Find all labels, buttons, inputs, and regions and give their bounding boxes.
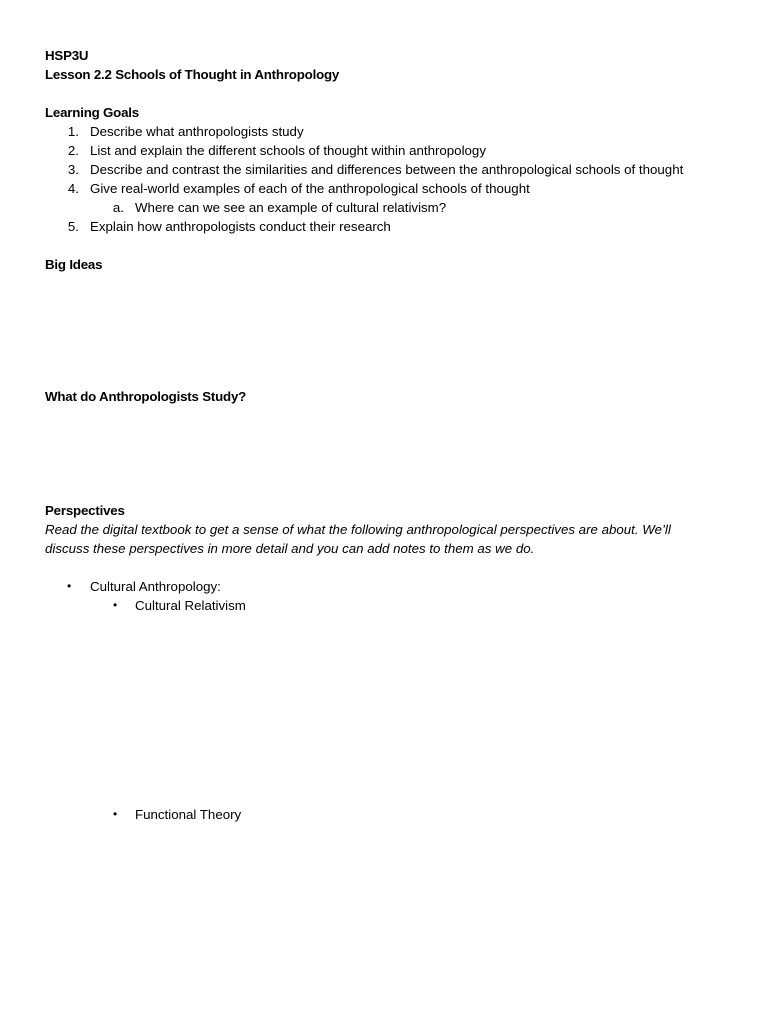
list-marker: 2. xyxy=(67,143,79,158)
course-code: HSP3U xyxy=(45,48,89,63)
big-ideas-heading: Big Ideas xyxy=(45,257,103,272)
list-marker: 3. xyxy=(67,162,79,177)
bullet-text: Cultural Anthropology: xyxy=(90,579,221,594)
list-marker: 4. xyxy=(67,181,79,196)
list-item-text: Describe and contrast the similarities and differences between the anthropological schools of thought xyxy=(90,162,684,177)
list-marker: 5. xyxy=(67,219,79,234)
perspectives-intro-line-1: Read the digital textbook to get a sense of what the following anthropological perspectives are about. We’ll xyxy=(45,522,671,537)
list-marker: 1. xyxy=(67,124,79,139)
perspectives-intro-line-2: discuss these perspectives in more detail and you can add notes to them as we do. xyxy=(45,541,535,556)
bullet-icon: • xyxy=(113,807,118,821)
learning-goals-heading: Learning Goals xyxy=(45,105,139,120)
bullet-icon: • xyxy=(113,598,118,612)
list-item-text: Explain how anthropologists conduct their research xyxy=(90,219,391,234)
list-item-text: Describe what anthropologists study xyxy=(90,124,304,139)
lesson-title: Lesson 2.2 Schools of Thought in Anthropology xyxy=(45,67,340,82)
bullet-icon: • xyxy=(67,579,72,593)
list-item-text: Give real-world examples of each of the anthropological schools of thought xyxy=(90,181,530,196)
list-item-text: List and explain the different schools of thought within anthropology xyxy=(90,143,486,158)
list-item-text: Where can we see an example of cultural relativism? xyxy=(135,200,447,215)
study-heading: What do Anthropologists Study? xyxy=(45,389,247,404)
perspectives-heading: Perspectives xyxy=(45,503,125,518)
bullet-text: Cultural Relativism xyxy=(135,598,246,613)
list-marker: a. xyxy=(112,200,124,215)
bullet-text: Functional Theory xyxy=(135,807,242,822)
